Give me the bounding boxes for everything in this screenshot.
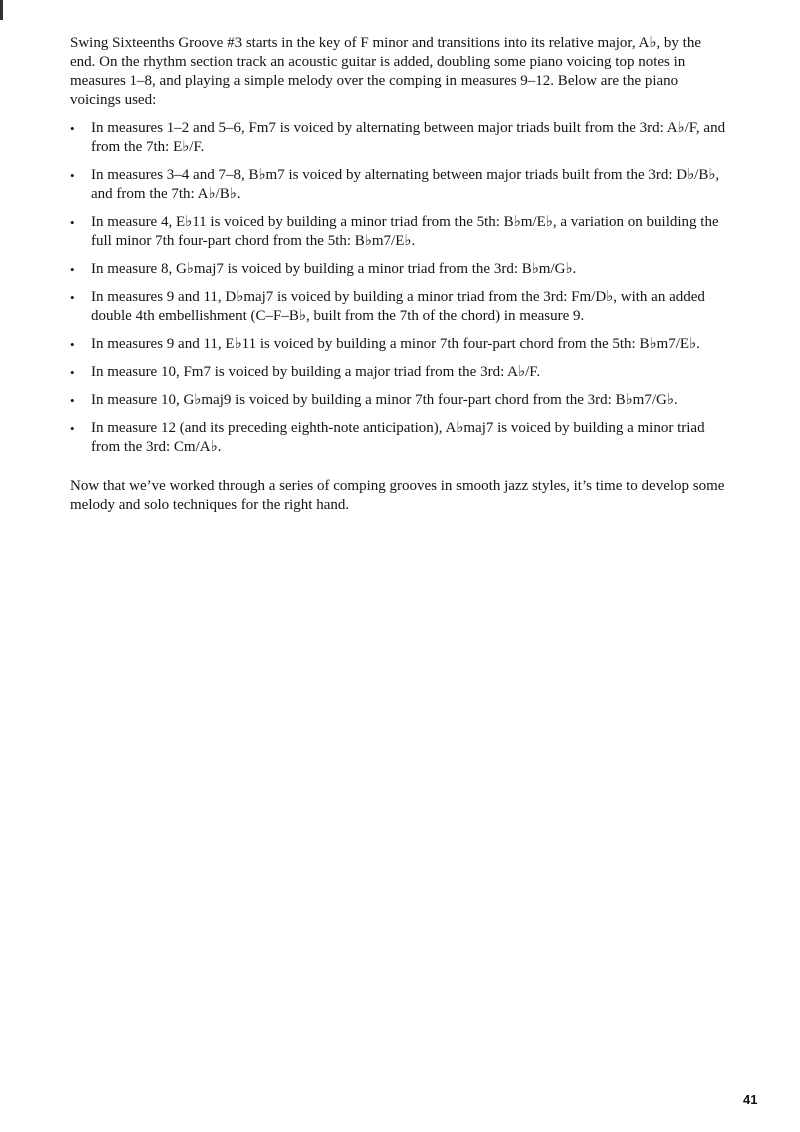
page-edge-mark <box>0 0 3 20</box>
bullet-icon: • <box>70 393 75 408</box>
list-item <box>70 335 730 354</box>
voicing-list <box>70 119 730 457</box>
list-item <box>70 419 730 457</box>
closing-paragraph: Now that we’ve worked through a series of comping grooves in smooth jazz styles, it’s time to develop some melody and solo techniques for the right hand. <box>70 478 725 513</box>
list-item-text: In measures 3–4 and 7–8, B♭m7 is voiced by alternating between major triads built from the 3rd: D♭/B♭, and from the 7th: A♭/B♭. <box>91 167 720 202</box>
bullet-icon: • <box>70 168 75 183</box>
bullet-icon: • <box>70 215 75 230</box>
bullet-icon: • <box>70 337 75 352</box>
list-item-text: In measure 4, E♭11 is voiced by building a minor triad from the 5th: B♭m/E♭, a variation on building the full minor 7th four-part chord from the 5th: B♭m7/E♭. <box>91 214 719 249</box>
list-item-text: In measures 9 and 11, E♭11 is voiced by building a minor 7th four-part chord from the 5th: B♭m7/E♭. <box>91 336 700 352</box>
list-item-text: In measure 12 (and its preceding eighth-note anticipation), A♭maj7 is voiced by building a minor triad from the 3rd: Cm/A♭. <box>91 420 705 455</box>
list-item <box>70 363 730 382</box>
list-item-text: In measures 1–2 and 5–6, Fm7 is voiced by alternating between major triads built from the 3rd: A♭/F, and from the 7th: E♭/F. <box>91 120 726 155</box>
page-number: 41 <box>743 1092 758 1107</box>
page-body <box>70 34 730 515</box>
list-item-text: In measure 8, G♭maj7 is voiced by building a minor triad from the 3rd: B♭m/G♭. <box>91 261 577 277</box>
list-item-text: In measures 9 and 11, D♭maj7 is voiced by building a minor triad from the 3rd: Fm/D♭, with an added double 4th embellishment (C–F–B♭, built from the 7th of the chord) in measure 9. <box>91 289 705 324</box>
list-item <box>70 260 730 279</box>
list-item <box>70 166 730 204</box>
list-item-text: In measure 10, Fm7 is voiced by building a major triad from the 3rd: A♭/F. <box>91 364 541 380</box>
bullet-icon: • <box>70 290 75 305</box>
list-item <box>70 119 730 157</box>
list-item <box>70 288 730 326</box>
intro-paragraph: Swing Sixteenths Groove #3 starts in the key of F minor and transitions into its relative major, A♭, by the end. On the rhythm section track an acoustic guitar is added, doubling some piano voicing top notes in measures 1–8, and playing a simple melody over the comping in measures 9–12. Below are the piano voicings used: <box>70 35 701 108</box>
bullet-icon: • <box>70 365 75 380</box>
list-item-text: In measure 10, G♭maj9 is voiced by building a minor 7th four-part chord from the 3rd: B♭m7/G♭. <box>91 392 678 408</box>
list-item <box>70 213 730 251</box>
list-item <box>70 391 730 410</box>
bullet-icon: • <box>70 421 75 436</box>
bullet-icon: • <box>70 121 75 136</box>
bullet-icon: • <box>70 262 75 277</box>
